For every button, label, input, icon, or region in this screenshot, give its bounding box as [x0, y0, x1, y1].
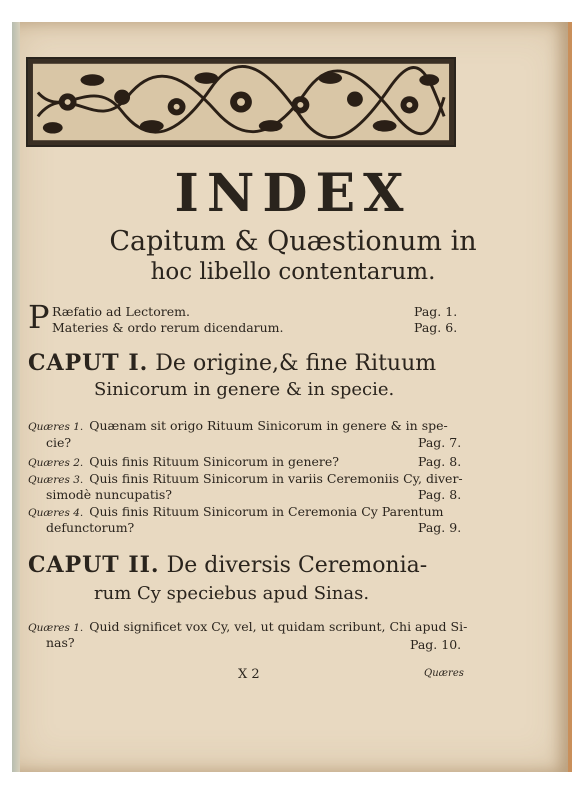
ornamental-headpiece: [26, 57, 456, 147]
toc-entry: [28, 456, 339, 469]
caput-1-heading: [28, 352, 436, 375]
signature-mark: X 2: [238, 667, 260, 682]
toc-entry: [28, 506, 444, 519]
caput-1-heading-line2: Sinicorum in genere & in specie.: [94, 379, 395, 400]
question-label: Quæres 4.: [28, 507, 84, 519]
page-gutter: [12, 22, 20, 772]
toc-entry: [28, 473, 463, 486]
question-label: Quæres 2.: [28, 457, 84, 469]
question-page: Pag. 8.: [418, 487, 462, 502]
question-continuation: nas?: [46, 635, 75, 650]
toc-entry: [28, 420, 448, 433]
question-text: Quid significet vox Cy, vel, ut quidam scribunt, Chi apud Si-: [89, 619, 468, 634]
question-continuation: simodè nuncupatis?: [46, 487, 172, 502]
question-label: Quæres 3.: [28, 474, 84, 486]
preface-page: Pag. 1.: [414, 304, 458, 319]
question-text: Quis finis Rituum Sinicorum in Ceremonia Cy Parentum: [89, 504, 444, 519]
caput-2-heading: [28, 554, 427, 577]
question-label: Quæres 1.: [28, 622, 84, 634]
question-page: Pag. 10.: [410, 637, 462, 652]
caput-2-number: CAPUT II.: [28, 552, 160, 578]
drop-cap: P: [28, 298, 50, 336]
caput-2-heading-line2: rum Cy speciebus apud Sinas.: [94, 583, 370, 604]
question-label: Quæres 1.: [28, 421, 84, 433]
question-continuation: defunctorum?: [46, 520, 135, 535]
toc-entry: [28, 621, 467, 634]
caput-2-title: De diversis Ceremonia-: [166, 553, 428, 578]
page-title: INDEX: [174, 163, 412, 224]
preface-entry: Ræfatio ad Lectorem.: [52, 304, 190, 319]
subtitle-line-1: Capitum & Quæstionum in: [109, 226, 477, 257]
question-text: Quænam sit origo Rituum Sinicorum in genere & in spe-: [89, 418, 448, 433]
question-page: Pag. 7.: [418, 435, 462, 450]
materies-entry: Materies & ordo rerum dicendarum.: [52, 320, 284, 335]
materies-page: Pag. 6.: [414, 320, 458, 335]
question-page: Pag. 8.: [418, 454, 462, 469]
caput-1-number: CAPUT I.: [28, 350, 149, 376]
question-page: Pag. 9.: [418, 520, 462, 535]
question-text: Quis finis Rituum Sinicorum in genere?: [89, 454, 339, 469]
question-continuation: cie?: [46, 435, 72, 450]
subtitle-line-2: hoc libello contentarum.: [150, 259, 436, 285]
question-text: Quis finis Rituum Sinicorum in variis Ceremoniis Cy, diver-: [89, 471, 463, 486]
caput-1-title: De origine,& fine Rituum: [155, 351, 437, 376]
catchword: Quæres: [424, 668, 464, 679]
